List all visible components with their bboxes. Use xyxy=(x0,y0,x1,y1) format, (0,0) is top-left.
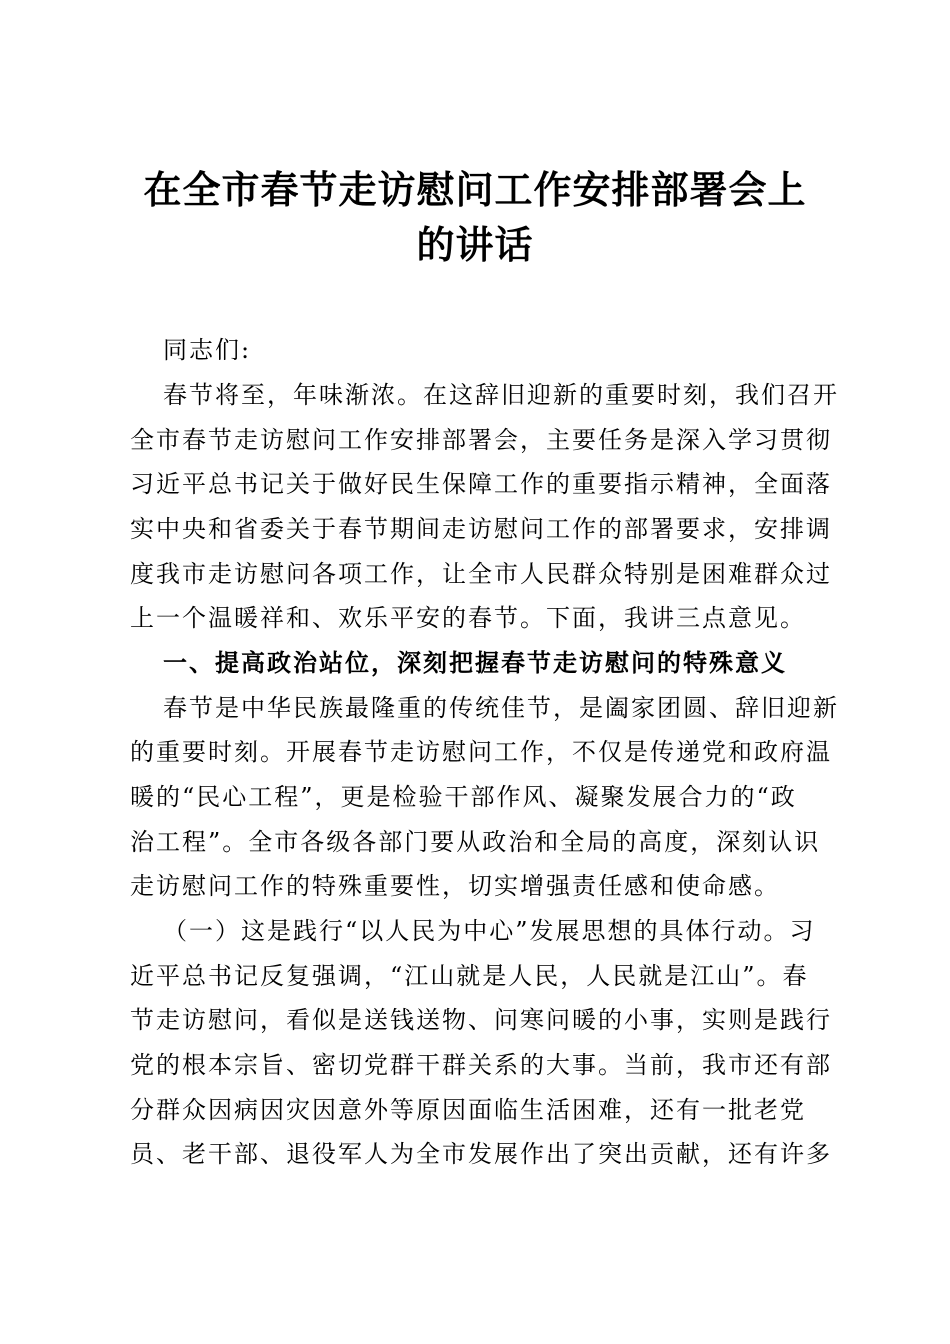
document-title-line-2: 的讲话 xyxy=(416,223,534,267)
body-line: 的重要时刻。开展春节走访慰问工作，不仅是传递党和政府温 xyxy=(130,738,832,766)
body-line: 节走访慰问，看似是送钱送物、问寒问暖的小事，实则是践行 xyxy=(130,1006,832,1034)
body-line: 度我市走访慰问各项工作，让全市人民群众特别是困难群众过 xyxy=(130,560,832,588)
salutation: 同志们: xyxy=(163,336,252,364)
body-line: 员、老干部、退役军人为全市发展作出了突出贡献，还有许多 xyxy=(130,1140,832,1168)
body-line: 习近平总书记关于做好民生保障工作的重要指示精神，全面落 xyxy=(130,470,832,498)
subsection-line: （一）这是践行“以人民为中心”发展思想的具体行动。习 xyxy=(163,917,816,945)
body-line: 分群众因病因灾因意外等原因面临生活困难，还有一批老党 xyxy=(130,1096,806,1124)
body-line: 治工程”。全市各级各部门要从政治和全局的高度，深刻认识 xyxy=(130,828,821,856)
body-line: 春节是中华民族最隆重的传统佳节，是阖家团圆、辞旧迎新 xyxy=(163,694,839,722)
body-line: 近平总书记反复强调，“江山就是人民，人民就是江山”。春 xyxy=(130,962,809,990)
body-line: 走访慰问工作的特殊重要性，切实增强责任感和使命感。 xyxy=(130,872,780,900)
document-title-line-1: 在全市春节走访慰问工作安排部署会上 xyxy=(143,168,807,212)
body-line: 上一个温暖祥和、欢乐平安的春节。下面，我讲三点意见。 xyxy=(130,604,806,632)
body-line: 暖的“民心工程”，更是检验干部作风、凝聚发展合力的“政 xyxy=(130,783,797,811)
body-line: 党的根本宗旨、密切党群干群关系的大事。当前，我市还有部 xyxy=(130,1051,832,1079)
body-line: 春节将至，年味渐浓。在这辞旧迎新的重要时刻，我们召开 xyxy=(163,381,839,409)
section-heading: 一、提高政治站位，深刻把握春节走访慰问的特殊意义 xyxy=(163,649,787,677)
body-line: 实中央和省委关于春节期间走访慰问工作的部署要求，安排调 xyxy=(130,515,832,543)
body-line: 全市春节走访慰问工作安排部署会，主要任务是深入学习贯彻 xyxy=(130,426,832,454)
